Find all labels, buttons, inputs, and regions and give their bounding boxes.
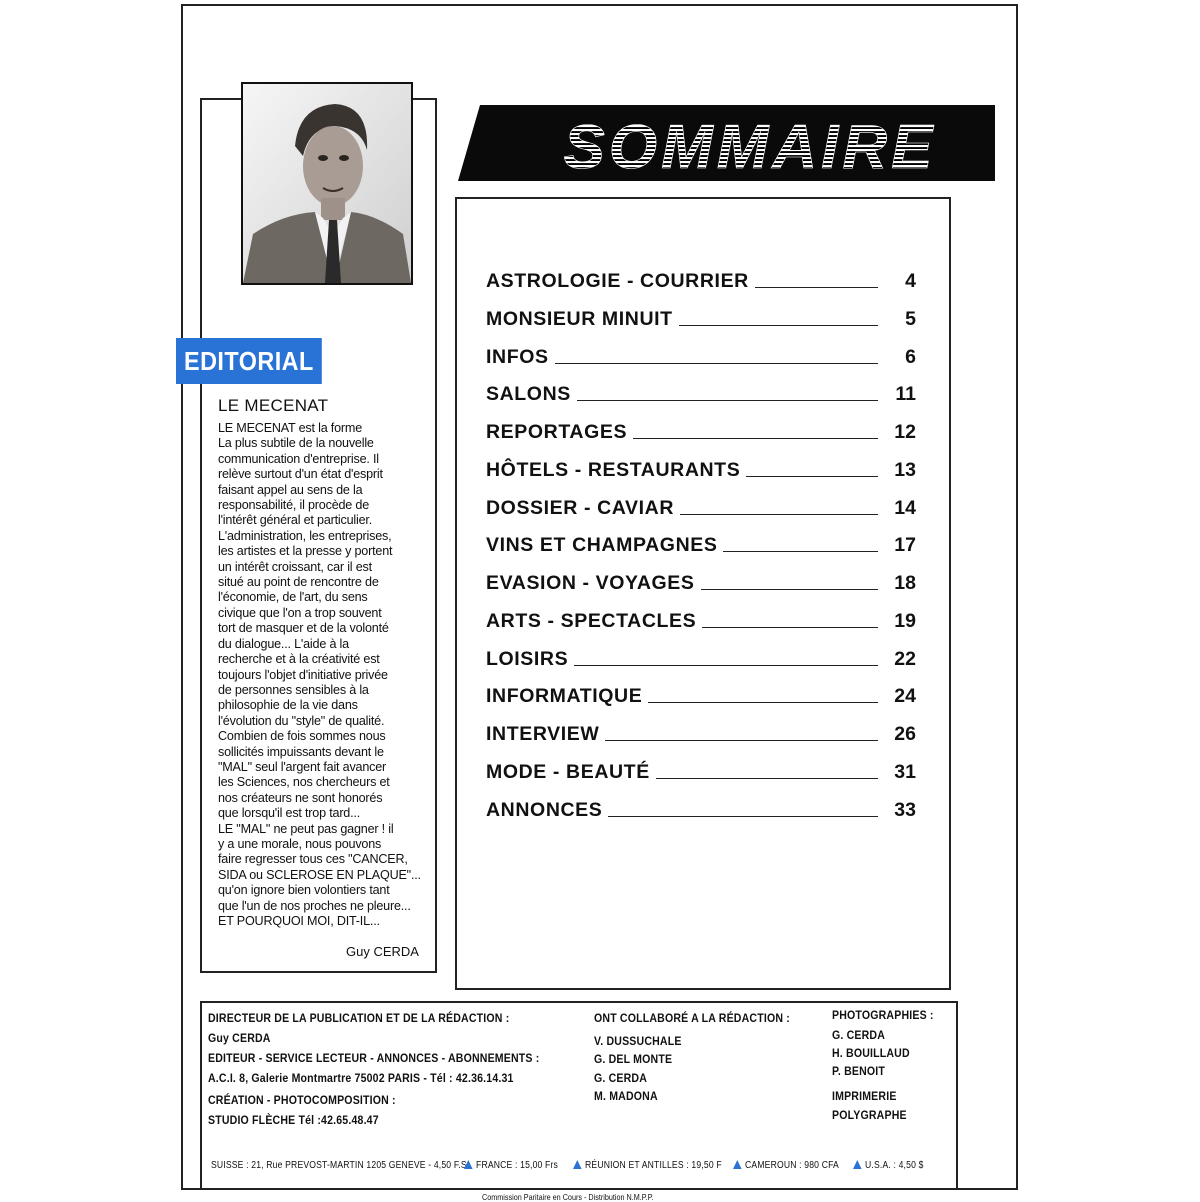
editorial-line: les Sciences, nos chercheurs et	[218, 775, 390, 790]
editorial-line: les artistes et la presse y portent	[218, 544, 393, 559]
toc-entry-page: 31	[894, 760, 916, 783]
triangle-icon	[853, 1160, 862, 1169]
creation-studio: STUDIO FLÈCHE Tél :42.65.48.47	[208, 1113, 379, 1127]
price-text: FRANCE : 15,00 Frs	[476, 1160, 558, 1171]
toc-leader-line	[702, 627, 878, 628]
editorial-line: L'administration, les entreprises,	[218, 528, 392, 543]
toc-entry-page: 18	[894, 572, 916, 594]
toc-entry[interactable]	[486, 757, 916, 783]
editorial-line: relève surtout d'un état d'esprit	[218, 467, 383, 482]
toc-entry-page: 22	[894, 647, 916, 670]
sommaire-title: SOMMAIRE	[563, 113, 937, 181]
editorial-line: LE "MAL" ne peut pas gagner ! il	[218, 821, 394, 836]
toc-entry[interactable]	[486, 795, 916, 821]
photographer: P. BENOIT	[832, 1064, 886, 1078]
toc-entry-page: 11	[895, 383, 916, 406]
editorial-line: que lorsqu'il est trop tard...	[218, 806, 361, 821]
toc-leader-line	[633, 438, 878, 439]
toc-entry-label: VINS ET CHAMPAGNES	[486, 534, 718, 557]
editorial-tag: EDITORIAL	[176, 338, 322, 384]
toc-leader-line	[577, 400, 878, 401]
director-heading: DIRECTEUR DE LA PUBLICATION ET DE LA RÉDACTION :	[208, 1011, 510, 1025]
editorial-line: du dialogue... L'aide à la	[218, 636, 349, 651]
price-text: U.S.A. : 4,50 $	[865, 1160, 924, 1171]
toc-entry-page: 13	[894, 458, 916, 481]
toc-leader-line	[723, 551, 878, 552]
editorial-line: un intérêt croissant, car il est	[218, 559, 372, 574]
editorial-line: faisant appel au sens de la	[218, 482, 363, 497]
toc-entry-page: 26	[894, 723, 916, 745]
toc-entry[interactable]	[486, 342, 916, 368]
editorial-line: recherche et à la créativité est	[218, 652, 380, 667]
toc-entry[interactable]	[486, 606, 916, 632]
price-usa	[853, 1160, 924, 1171]
director-name: Guy CERDA	[208, 1031, 271, 1045]
editorial-line: SIDA ou SCLEROSE EN PLAQUE"...	[218, 867, 421, 882]
toc-entry-label: ASTROLOGIE - COURRIER	[486, 270, 749, 292]
sommaire-banner	[458, 105, 995, 181]
toc-entry-page: 19	[894, 609, 916, 632]
toc-leader-line	[555, 363, 878, 364]
triangle-icon	[733, 1160, 742, 1169]
toc-entry-label: INTERVIEW	[486, 723, 600, 745]
price-suisse	[211, 1160, 469, 1171]
toc-entry[interactable]	[486, 379, 916, 405]
photographer: G. CERDA	[832, 1028, 886, 1042]
toc-entry[interactable]	[486, 719, 916, 745]
editorial-line: l'intérêt général et particulier.	[218, 513, 373, 528]
toc-leader-line	[679, 325, 878, 326]
editorial-line: y a une morale, nous pouvons	[218, 836, 382, 851]
editorial-line: que l'un de nos proches ne pleure...	[218, 898, 411, 913]
price-reunion	[573, 1160, 722, 1171]
toc-entry-label: LOISIRS	[486, 647, 569, 670]
printer-heading: IMPRIMERIE	[832, 1089, 897, 1103]
toc-entry-label: ANNONCES	[486, 798, 603, 821]
collab-heading: ONT COLLABORÉ A LA RÉDACTION :	[594, 1011, 790, 1025]
toc-leader-line	[680, 514, 878, 515]
editorial-line: communication d'entreprise. Il	[218, 451, 379, 466]
collaborator: G. DEL MONTE	[594, 1052, 673, 1066]
editorial-title: LE MECENAT	[218, 396, 329, 415]
price-france	[464, 1160, 558, 1171]
editorial-line: "MAL" seul l'argent fait avancer	[218, 759, 387, 774]
editorial-line: nos créateurs ne sont honorés	[218, 790, 383, 805]
toc-entry[interactable]	[486, 681, 916, 707]
editorial-line: responsabilité, il procède de	[218, 498, 370, 513]
editorial-signature: Guy CERDA	[346, 944, 419, 959]
editorial-line: LE MECENAT est la forme	[218, 421, 363, 435]
toc-entry-label: ARTS - SPECTACLES	[486, 609, 697, 632]
toc-leader-line	[746, 476, 878, 477]
editor-address: A.C.I. 8, Galerie Montmartre 75002 PARIS - Tél : 42.36.14.31	[208, 1071, 514, 1085]
toc-entry-label: MONSIEUR MINUIT	[486, 307, 673, 330]
portrait-image	[243, 84, 411, 283]
editorial-line: l'évolution du "style" de qualité.	[218, 713, 385, 728]
editorial-line: civique que l'on a trop souvent	[218, 605, 382, 620]
collaborator: V. DUSSUCHALE	[594, 1034, 682, 1048]
editorial-line: philosophie de la vie dans	[218, 698, 358, 713]
toc-entry-page: 4	[905, 270, 916, 292]
toc-entry-page: 17	[894, 534, 916, 557]
price-text: RÉUNION ET ANTILLES : 19,50 F	[585, 1160, 722, 1171]
toc-entry[interactable]	[486, 417, 916, 443]
editorial-line: situé au point de rencontre de	[218, 575, 379, 590]
toc-entry-label: MODE - BEAUTÉ	[486, 760, 650, 783]
toc-entry[interactable]	[486, 644, 916, 670]
editorial-line: La plus subtile de la nouvelle	[218, 436, 374, 451]
price-text: SUISSE : 21, Rue PREVOST-MARTIN 1205 GENEVE - 4,50 F.S.	[211, 1160, 470, 1171]
toc-entry[interactable]	[486, 455, 916, 481]
toc-entry[interactable]	[486, 530, 916, 556]
editorial-line: toujours l'objet d'initiative privée	[218, 667, 388, 682]
toc-entry-page: 6	[905, 345, 916, 368]
toc-entry[interactable]	[486, 266, 916, 292]
editorial-line: qu'on ignore bien volontiers tant	[218, 883, 390, 898]
toc-entry-page: 33	[894, 798, 916, 821]
toc-leader-line	[656, 778, 878, 779]
toc-entry[interactable]	[486, 304, 916, 330]
price-text: CAMEROUN : 980 CFA	[745, 1160, 839, 1171]
toc-leader-line	[605, 740, 878, 741]
toc-leader-line	[574, 665, 878, 666]
editorial-line: de personnes sensibles à la	[218, 682, 369, 697]
toc-entry-label: REPORTAGES	[486, 421, 628, 443]
toc-entry-page: 24	[894, 685, 916, 708]
toc-entry-label: INFOS	[486, 345, 549, 368]
editorial-line: Combien de fois sommes nous	[218, 729, 386, 744]
toc-entry-label: HÔTELS - RESTAURANTS	[486, 458, 741, 481]
commission-note: Commission Paritaire en Cours - Distribution N.M.P.P.	[482, 1192, 654, 1202]
editorial-line: faire regresser tous ces "CANCER,	[218, 852, 408, 867]
editorial-line: l'économie, de l'art, du sens	[218, 590, 368, 605]
price-cameroun	[733, 1160, 839, 1171]
editorial-body	[218, 421, 423, 929]
author-photo	[241, 82, 413, 285]
editorial-line: tort de masquer et de la volonté	[218, 621, 389, 636]
triangle-icon	[573, 1160, 582, 1169]
toc-entry-page: 5	[905, 307, 916, 330]
toc-entry-label: SALONS	[486, 383, 571, 406]
editorial-line: sollicités impuissants devant le	[218, 744, 384, 759]
toc-leader-line	[755, 287, 878, 288]
creation-heading: CRÉATION - PHOTOCOMPOSITION :	[208, 1093, 396, 1107]
photographer: H. BOUILLAUD	[832, 1046, 910, 1060]
toc-leader-line	[648, 702, 878, 703]
collaborator: M. MADONA	[594, 1089, 658, 1103]
editor-heading: EDITEUR - SERVICE LECTEUR - ANNONCES - ABONNEMENTS :	[208, 1051, 540, 1065]
toc-entry-page: 12	[894, 421, 916, 443]
collaborator: G. CERDA	[594, 1071, 648, 1085]
toc-entry[interactable]	[486, 493, 916, 519]
toc-entry-page: 14	[894, 496, 916, 519]
editorial-line: ET POURQUOI MOI, DIT-IL...	[218, 914, 380, 928]
triangle-icon	[464, 1160, 473, 1169]
toc-entry-label: INFORMATIQUE	[486, 685, 643, 708]
price-strip	[211, 1160, 951, 1176]
toc-entry-label: DOSSIER - CAVIAR	[486, 496, 675, 519]
photo-heading: PHOTOGRAPHIES :	[832, 1008, 934, 1022]
toc-entry-label: EVASION - VOYAGES	[486, 572, 695, 594]
toc-entry[interactable]	[486, 568, 916, 594]
toc-leader-line	[608, 816, 878, 817]
printer-name: POLYGRAPHE	[832, 1108, 907, 1122]
toc-leader-line	[701, 589, 878, 590]
